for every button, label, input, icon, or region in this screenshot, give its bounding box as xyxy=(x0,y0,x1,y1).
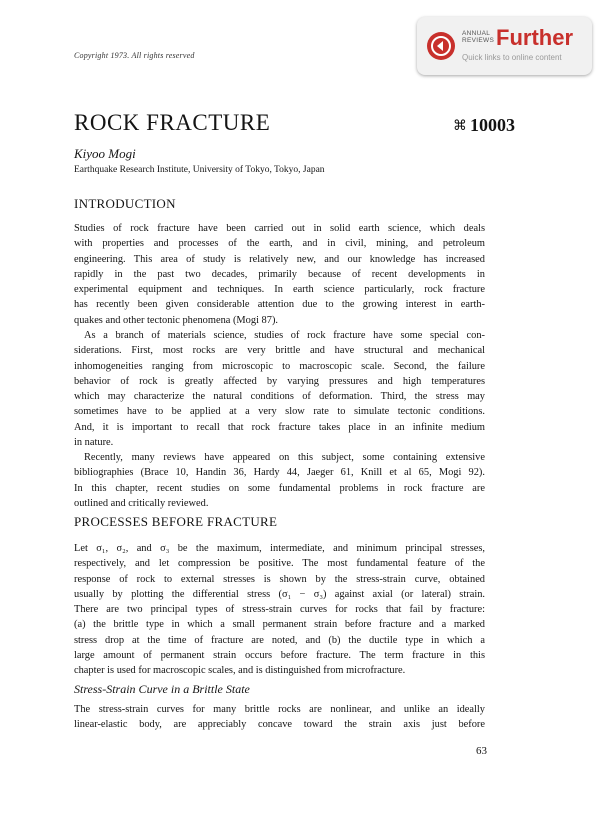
text-line: engineering. This area of study is relatively new, and our knowledge has increased xyxy=(74,253,485,265)
text-line: (a) the brittle type in which a small permanent strain before fracture and a marked xyxy=(74,619,485,631)
paragraph-brittle-1 xyxy=(74,702,485,733)
text-line: has recently been given considerable attention due to the growing interest in earth- xyxy=(74,299,485,311)
author-name: Kiyoo Mogi xyxy=(74,146,136,161)
text-line: Let σ₁, σ₂, and σ₃ be the maximum, intermediate, and minimum principal stresses, xyxy=(74,543,485,554)
paragraph-intro-2 xyxy=(74,328,485,450)
play-arrow-icon xyxy=(427,32,455,60)
text-line: And, it is important to recall that rock fracture takes place in an infinite medium xyxy=(74,421,485,433)
text-line: which may characterize the natural conditions of deformation. Third, the stress may xyxy=(74,391,485,403)
text-line: The stress-strain curves for many brittle rocks are nonlinear, and unlike an ideally xyxy=(74,704,485,715)
text-line: respectively, and let compression be positive. The most fundamental feature of the xyxy=(74,558,485,570)
banner-subtitle: Quick links to online content xyxy=(462,53,562,62)
text-line: outlined and critically reviewed. xyxy=(74,497,209,509)
text-line: As a branch of materials science, studies of rock fracture have some special con- xyxy=(84,330,485,341)
text-line: Recently, many reviews have appeared on this subject, some containing extensive xyxy=(84,452,485,463)
further-banner[interactable] xyxy=(417,17,592,75)
banner-reviews-label: REVIEWS xyxy=(462,37,495,44)
paragraph-intro-1 xyxy=(74,221,485,328)
text-line: bibliographies (Brace 10, Handin 36, Hardy 44, Jaeger 61, Knill et al 65, Mogi 92). xyxy=(74,467,485,479)
text-line: stress drop at the time of fracture are noted, and (b) the ductile type in which a xyxy=(74,634,485,646)
text-line: chapter is used for macroscopic scales, and is distinguished from microfracture. xyxy=(74,665,406,677)
text-line: quakes and other tectonic phenomena (Mogi 87). xyxy=(74,314,278,326)
text-line: In this chapter, recent studies on some fundamental problems in rock fracture are xyxy=(74,482,485,494)
author-affiliation: Earthquake Research Institute, University of Tokyo, Tokyo, Japan xyxy=(74,165,325,175)
text-line: Studies of rock fracture have been carried out in solid earth science, which deals xyxy=(74,223,485,234)
text-line: behavior of rock is greatly affected by varying pressures and high temperatures xyxy=(74,375,485,387)
text-line: with properties and processes of the earth, and in civil, mining, and petroleum xyxy=(74,238,485,250)
article-code-mark: ⌘ xyxy=(453,119,467,134)
text-line: in nature. xyxy=(74,437,114,449)
text-line: linear-elastic body, are appreciably concave toward the strain axis just before xyxy=(74,719,485,731)
section-heading-processes: PROCESSES BEFORE FRACTURE xyxy=(74,514,278,529)
banner-annual-label: ANNUAL xyxy=(462,30,491,37)
copyright-notice: Copyright 1973. All rights reserved xyxy=(74,51,195,60)
page-number: 63 xyxy=(476,745,487,757)
subsection-heading-brittle: Stress-Strain Curve in a Brittle State xyxy=(74,682,250,696)
banner-further-label: Further xyxy=(496,25,573,50)
text-line: response of rock to external stresses is shown by the stress-strain curve, obtained xyxy=(74,573,485,585)
text-line: siderations. First, most rocks are very brittle and have structural and mechanical xyxy=(74,345,485,357)
text-line: rapidly in the past two decades, primarily because of recent developments in xyxy=(74,268,485,280)
text-line: There are two principal types of stress-strain curves for rocks that fail by fracture: xyxy=(74,604,485,616)
paragraph-processes-1 xyxy=(74,541,485,679)
text-line: inhomogeneities ranging from microscopic to macroscopic scale. Second, the failure xyxy=(74,360,485,372)
text-line: experimental equipment and techniques. In earth science particularly, rock fracture xyxy=(74,284,485,296)
article-title: ROCK FRACTURE xyxy=(74,110,271,135)
text-line: usually by plotting the differential stress (σ₁ − σ₃) against axial (or lateral) strain. xyxy=(74,588,485,600)
section-heading-introduction: INTRODUCTION xyxy=(74,196,176,211)
text-line: large amount of permanent strain occurs before fracture. The term fracture in this xyxy=(74,650,485,662)
article-code-number: 10003 xyxy=(470,115,515,135)
paragraph-intro-3 xyxy=(74,450,485,511)
text-line: sometimes have to be applied at a very slow rate to simulate tectonic conditions. xyxy=(74,406,485,418)
